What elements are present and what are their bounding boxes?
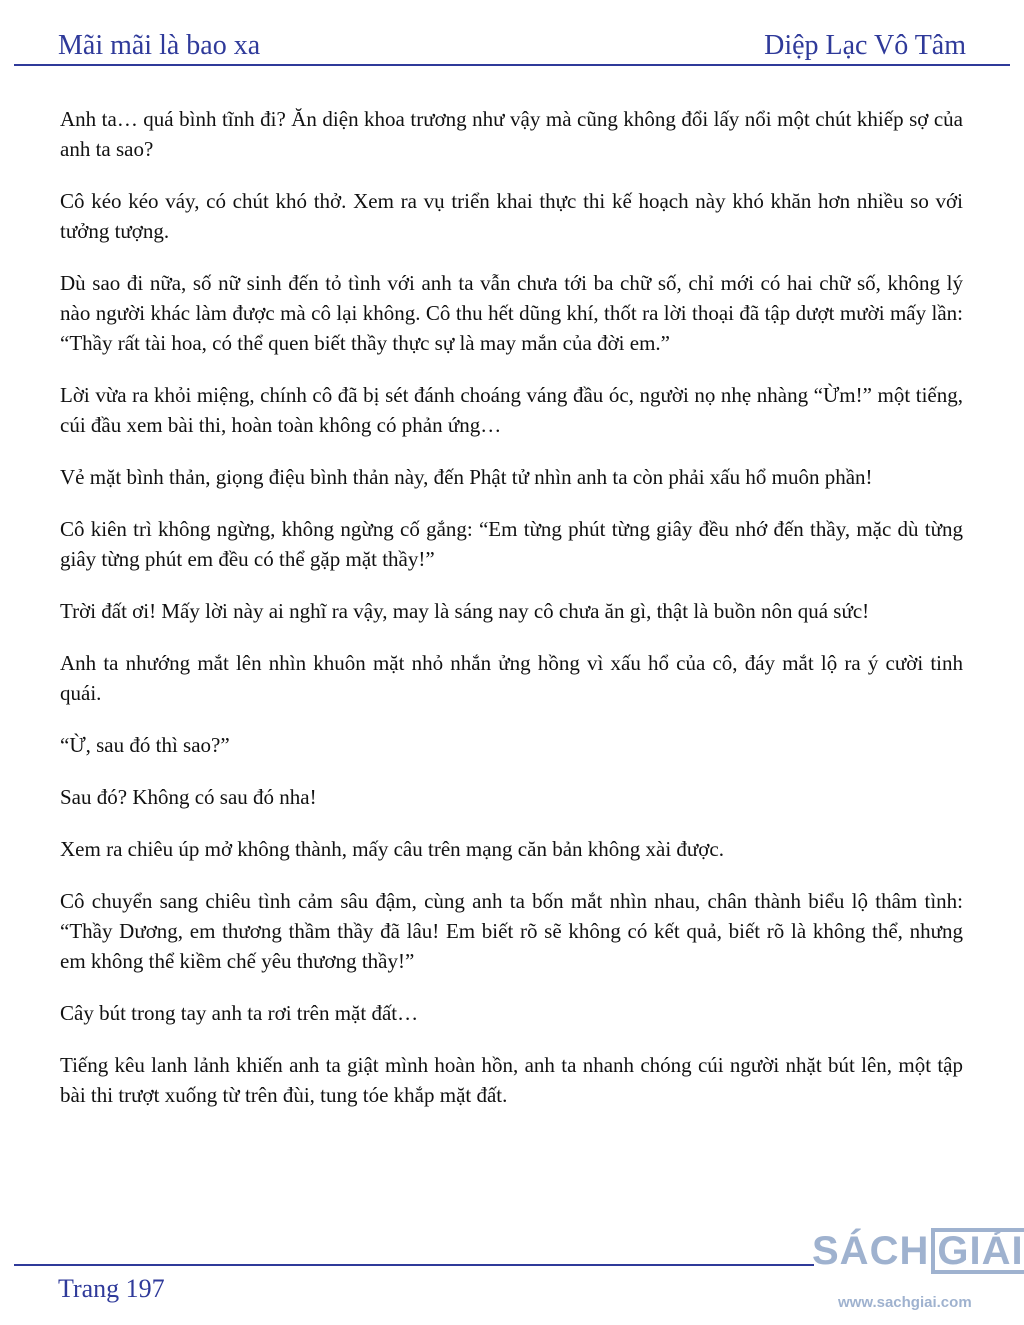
footer-divider <box>14 1264 814 1266</box>
paragraph: Cô kiên trì không ngừng, không ngừng cố gắng: “Em từng phút từng giây đều nhớ đến thầy, mặc dù từng giây từng phút em đều có thể gặp mặt thầy!” <box>60 517 963 571</box>
paragraph: Anh ta nhướng mắt lên nhìn khuôn mặt nhỏ nhắn ửng hồng vì xấu hổ của cô, đáy mắt lộ ra ý cười tinh quái. <box>60 651 963 705</box>
paragraph: Tiếng kêu lanh lảnh khiến anh ta giật mình hoàn hồn, anh ta nhanh chóng cúi người nhặt bút lên, một tập bài thi trượt xuống từ trên đùi, tung tóe khắp mặt đất. <box>60 1053 963 1107</box>
watermark-logo-part2: GIẢI <box>931 1228 1024 1274</box>
paragraph: Vẻ mặt bình thản, giọng điệu bình thản này, đến Phật tử nhìn anh ta còn phải xấu hổ muôn phần! <box>60 465 873 489</box>
paragraph: Dù sao đi nữa, số nữ sinh đến tỏ tình với anh ta vẫn chưa tới ba chữ số, chỉ mới có hai chữ số, không lý nào người khác làm được mà cô lại không. Cô thu hết dũng khí, thốt ra lời thoại đã tập dượt mười mấy lần: “Thầy rất tài hoa, có thể quen biết thầy thực sự là may mắn của đời em.” <box>60 271 963 355</box>
book-title: Mãi mãi là bao xa <box>58 30 261 61</box>
watermark-logo-part1: SÁCH <box>812 1229 930 1273</box>
page-number: Trang 197 <box>58 1274 165 1303</box>
paragraph: Anh ta… quá bình tĩnh đi? Ăn diện khoa trương như vậy mà cũng không đổi lấy nổi một chút khiếp sợ của anh ta sao? <box>60 107 963 161</box>
watermark-logo-text <box>812 1228 1024 1288</box>
paragraph: Cô chuyển sang chiêu tình cảm sâu đậm, cùng anh ta bốn mắt nhìn nhau, chân thành biểu lộ thâm tình: “Thầy Dương, em thương thầm thầy đã lâu! Em biết rõ sẽ không có kết quả, biết rõ là không thể, nhưng em không thể kiềm chế yêu thương thầy!” <box>60 889 963 973</box>
page-header <box>58 22 966 62</box>
watermark-url: www.sachgiai.com <box>838 1294 972 1311</box>
paragraph: Xem ra chiêu úp mở không thành, mấy câu trên mạng căn bản không xài được. <box>60 837 724 861</box>
paragraph: Cây bút trong tay anh ta rơi trên mặt đất… <box>60 1001 419 1025</box>
watermark-logo <box>812 1228 1024 1318</box>
paragraph: Lời vừa ra khỏi miệng, chính cô đã bị sét đánh choáng váng đầu óc, người nọ nhẹ nhàng “Ừm!” một tiếng, cúi đầu xem bài thi, hoàn toàn không có phản ứng… <box>60 383 963 437</box>
header-divider <box>14 64 1010 66</box>
paragraph: Cô kéo kéo váy, có chút khó thở. Xem ra vụ triển khai thực thi kế hoạch này khó khăn hơn nhiều so với tưởng tượng. <box>60 189 963 243</box>
page-body <box>60 104 963 1132</box>
paragraph: Trời đất ơi! Mấy lời này ai nghĩ ra vậy, may là sáng nay cô chưa ăn gì, thật là buồn nôn quá sức! <box>60 599 870 623</box>
paragraph: Sau đó? Không có sau đó nha! <box>60 785 317 809</box>
author-name: Diệp Lạc Vô Tâm <box>764 30 966 61</box>
paragraph: “Ừ, sau đó thì sao?” <box>60 733 230 757</box>
